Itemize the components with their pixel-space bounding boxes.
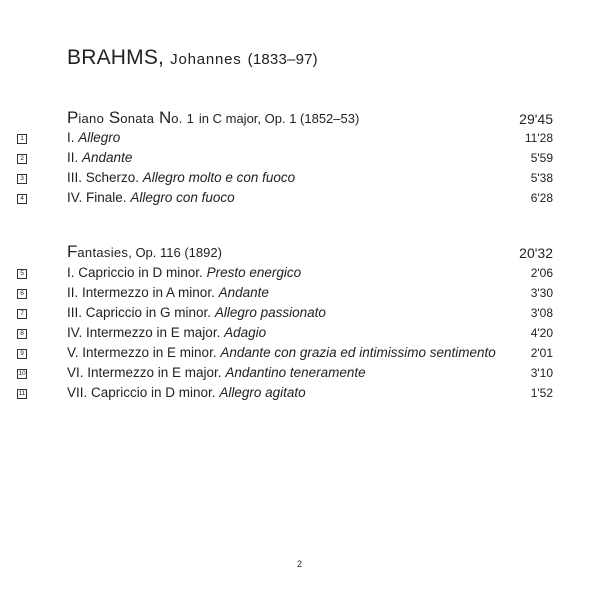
work-heading-fantasies [67,240,553,262]
track-title: VII. Capriccio in D minor. Allegro agitato [67,385,306,400]
track-number: 9 [17,349,27,359]
page-number: 2 [296,559,302,569]
work-total-duration: 20'32 [519,245,553,261]
track-number: 2 [17,154,27,164]
work-title: Piano Sonata No. 1 in C major, Op. 1 (1852–53) [67,108,360,127]
track-title: II. Andante [67,150,133,165]
track-number: 4 [17,194,27,204]
composer-first-name: Johannes [170,51,242,68]
track-row [17,385,553,403]
track-title: V. Intermezzo in E minor. Andante con grazia ed intimissimo sentimento [67,345,496,360]
track-number: 8 [17,329,27,339]
track-row [17,305,553,323]
track-duration: 3'10 [530,366,553,380]
track-duration: 2'06 [530,266,553,280]
track-number: 10 [18,370,26,377]
track-number: 1 [17,134,27,144]
track-duration: 5'38 [530,171,553,185]
track-number: 6 [17,289,27,299]
track-number: 5 [17,269,27,279]
track-title: IV. Finale. Allegro con fuoco [67,190,235,205]
composer-heading [67,46,318,70]
track-row [17,285,553,303]
composer-dates: (1833–97) [247,51,318,68]
track-duration: 5'59 [530,151,553,165]
track-title: VI. Intermezzo in E major. Andantino teneramente [67,365,366,380]
track-row [17,150,553,168]
track-title: III. Capriccio in G minor. Allegro passionato [67,305,326,320]
track-duration: 1'52 [530,386,553,400]
track-row [17,365,553,383]
track-title: II. Intermezzo in A minor. Andante [67,285,269,300]
track-duration: 3'30 [530,286,553,300]
track-duration: 6'28 [530,191,553,205]
track-row [17,265,553,283]
track-row [17,190,553,208]
track-duration: 11'28 [524,131,553,145]
track-row [17,345,553,363]
track-title: I. Capriccio in D minor. Presto energico [67,265,302,280]
track-number: 3 [17,174,27,184]
track-row [17,170,553,188]
track-duration: 4'20 [530,326,553,340]
composer-surname: BRAHMS, [67,46,165,69]
track-number: 7 [17,309,27,319]
work-heading-piano-sonata [67,106,553,128]
track-duration: 2'01 [530,346,553,360]
work-title: Fantasies, Op. 116 (1892) [67,242,222,261]
work-total-duration: 29'45 [519,111,553,127]
track-number: 11 [18,390,26,397]
track-duration: 3'08 [530,306,553,320]
track-row [17,130,553,148]
track-title: IV. Intermezzo in E major. Adagio [67,325,267,340]
track-row [17,325,553,343]
track-title: I. Allegro [67,130,121,145]
track-title: III. Scherzo. Allegro molto e con fuoco [67,170,296,185]
